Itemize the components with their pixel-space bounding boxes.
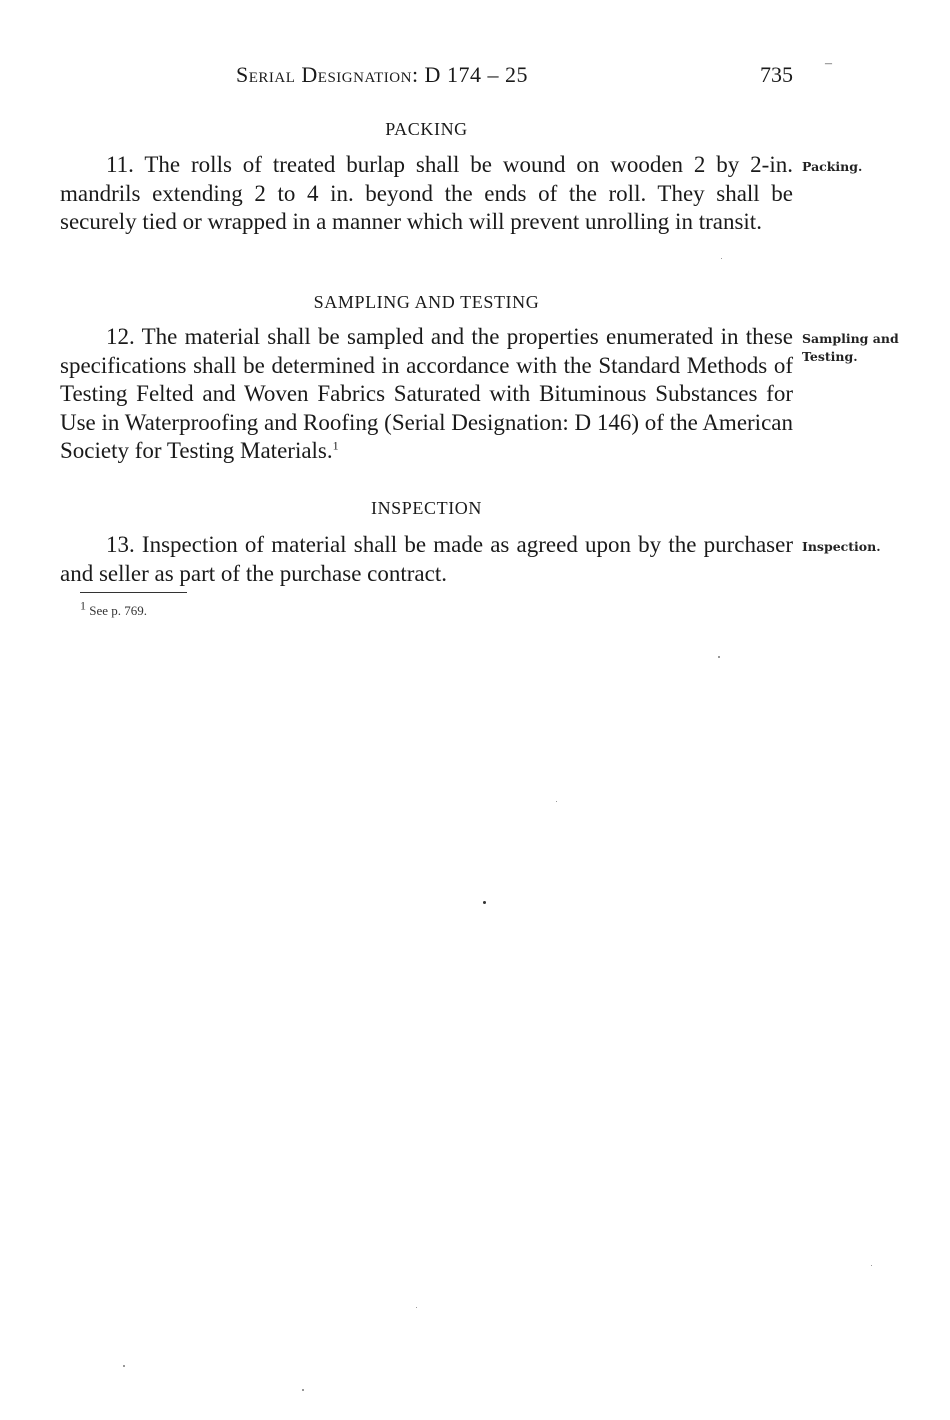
- scan-speck: [302, 1389, 304, 1391]
- paragraph-text: The rolls of treated burlap shall be wound on wooden 2 by 2-in. mandrils extending 2 to 4 in. beyond the ends of the roll. They shall be securely tied or wrapped in a manner which will prevent unrolling in transit.: [60, 152, 793, 234]
- running-head: [60, 56, 832, 92]
- paragraph-12: [60, 323, 793, 466]
- serial-designation: Serial Designation: D 174 – 25: [236, 62, 528, 87]
- paragraph-13: [60, 531, 793, 588]
- paragraph-number: 13.: [106, 532, 135, 557]
- scan-speck: [123, 1365, 125, 1367]
- page-number: 735: [760, 62, 793, 87]
- scan-speck: [483, 901, 486, 904]
- footnote-reference: 1: [332, 438, 339, 453]
- footnote-marker: 1: [80, 598, 86, 613]
- footnote: [80, 598, 148, 619]
- sidenote-packing: Packing.: [802, 159, 863, 174]
- scan-speck: [416, 1307, 417, 1308]
- sidenote-sampling-and-testing: [802, 330, 899, 366]
- paragraph-text: The material shall be sampled and the properties enumerated in these specifications shall be determined in accordance with the Standard Methods of Testing Felted and Woven Fabrics Saturated with Bituminous Substances for Use in Waterproofing and Roofing (Serial Designation: D 146) of the American Society for Testing Materials.: [60, 324, 794, 463]
- sidenote-line: Sampling and: [802, 331, 899, 346]
- footnote-rule: [80, 592, 187, 593]
- paragraph-text: Inspection of material shall be made as agreed upon by the purchaser and seller as part of the purchase contract.: [60, 532, 793, 586]
- section-heading-packing: PACKING: [385, 119, 468, 139]
- scan-speck: [718, 656, 720, 658]
- paragraph-number: 12.: [106, 324, 135, 349]
- scan-speck: [556, 801, 557, 802]
- paragraph-11: [60, 151, 793, 237]
- footnote-text: See p. 769.: [89, 603, 148, 618]
- scan-speck: [721, 258, 722, 259]
- scan-speck: [871, 1265, 872, 1266]
- sidenote-inspection: Inspection.: [802, 539, 881, 554]
- section-heading-sampling-and-testing: SAMPLING AND TESTING: [313, 292, 540, 312]
- sidenote-line: Testing.: [802, 349, 858, 364]
- paragraph-number: 11.: [106, 152, 134, 177]
- section-heading-inspection: INSPECTION: [370, 498, 482, 518]
- corner-mark: –: [825, 56, 832, 71]
